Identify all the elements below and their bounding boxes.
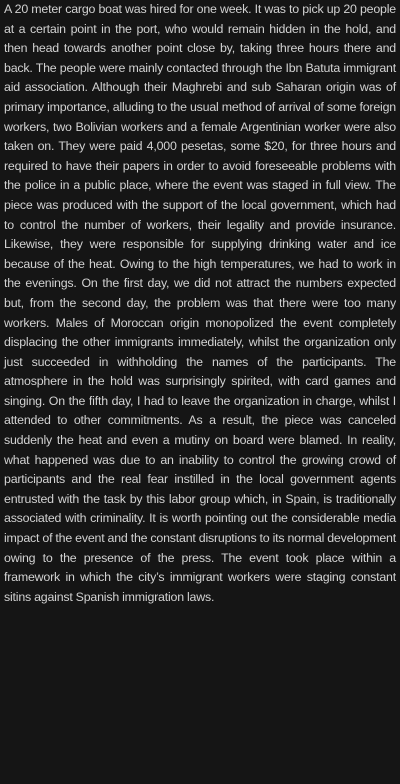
body-paragraph: A 20 meter cargo boat was hired for one week. It was to pick up 20 people at a certain point in the port, who would remain hidden in the hold, and then head towards another point close by, taking three hours there and back. The people were mainly contacted through the Ibn Batuta immigrant aid association. Although their Maghrebi and sub Saharan origin was of primary importance, alluding to the usual method of arrival of some foreign workers, two Bolivian workers and a female Argentinian worker were also taken on. They were paid 4,000 pesetas, some $20, for three hours and required to have their papers in order to avoid foreseeable problems with the police in a public place, where the event was staged in full view. The piece was produced with the support of the local government, which had to control the number of workers, their legality and provide insurance. Likewise, they were responsible for supplying drinking water and ice because of the heat. Owing to the high temperatures, we had to work in the evenings. On the first day, we did not attract the numbers expected but, from the second day, the problem was that there were too many workers. Males of Moroccan origin monopolized the event completely displacing the other immigrants immediately, whilst the organization only just succeeded in withholding the names of the participants. The atmosphere in the hold was surprisingly spirited, with card games and singing. On the fifth day, I had to leave the organization in charge, whilst I attended to other commitments. As a result, the piece was canceled suddenly the heat and even a mutiny on board were blamed. In reality, what happened was due to an inability to control the growing crowd of participants and the real fear instilled in the local government agents entrusted with the task by this labor group which, in Spain, is traditionally associated with criminality. It is worth pointing out the considerable media impact of the event and the constant disruptions to its normal development owing to the presence of the press. The event took place within a framework in which the city’s immigrant workers were staging constant sitins against Spanish immigration laws. [4, 2, 396, 604]
